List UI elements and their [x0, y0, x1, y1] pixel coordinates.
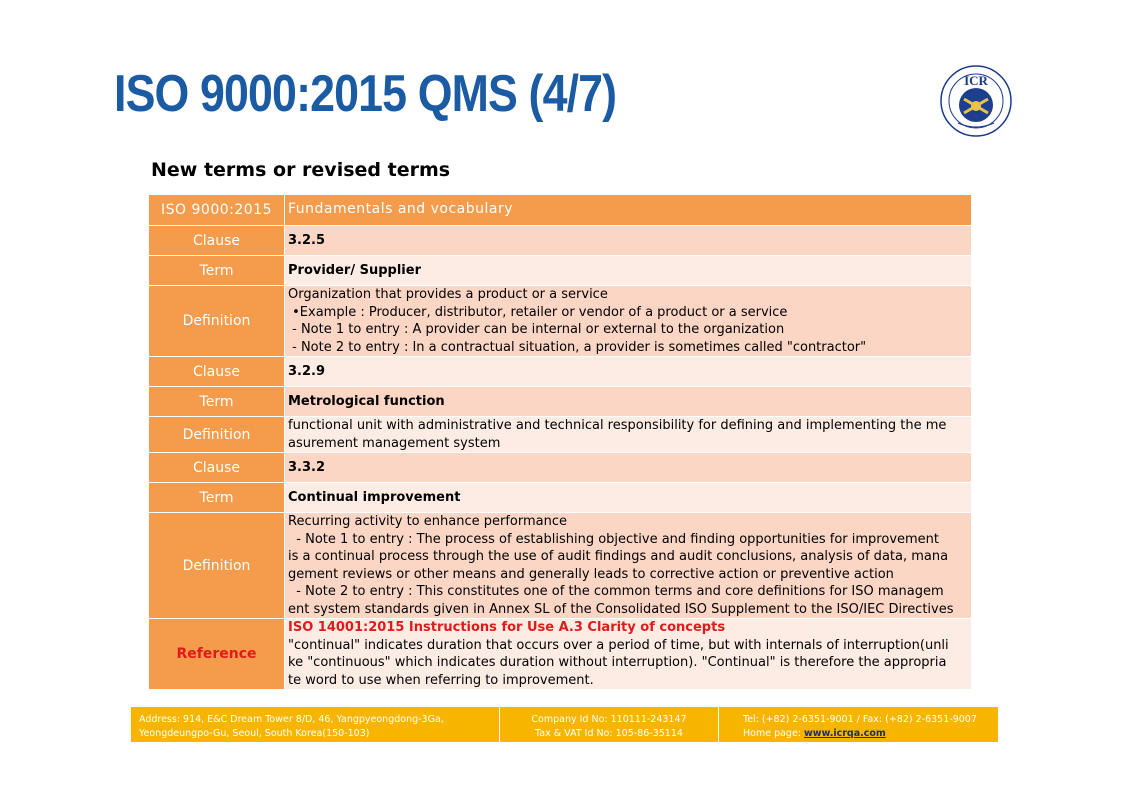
- term-label: Term: [149, 256, 285, 286]
- definition-line: functional unit with administrative and technical responsibility for defining and implementing the me: [288, 418, 947, 433]
- logo-text: ICR: [964, 73, 988, 88]
- homepage: [743, 727, 990, 741]
- tel-fax: Tel: (+82) 2-6351-9001 / Fax: (+82) 2-6351-9007: [743, 714, 977, 725]
- clause-value: 3.3.2: [285, 453, 972, 483]
- reference-heading: ISO 14001:2015 Instructions for Use A.3 Clarity of concepts: [288, 620, 726, 635]
- section-subtitle: New terms or revised terms: [151, 159, 451, 181]
- footer-contact: [719, 707, 998, 742]
- table-row: [149, 256, 972, 286]
- footer-bar: [131, 707, 998, 742]
- homepage-label: Home page:: [743, 728, 805, 739]
- header-label: ISO 9000:2015: [149, 195, 285, 226]
- header-value: Fundamentals and vocabulary: [285, 195, 972, 226]
- definition-line: gement reviews or other means and generally leads to corrective action or preventive action: [288, 566, 894, 582]
- definition-label: Definition: [149, 513, 285, 619]
- definition-line: asurement management system: [288, 435, 501, 451]
- table-row: [149, 417, 972, 453]
- page-title: ISO 9000:2015 QMS (4/7): [114, 65, 617, 123]
- table-row: [149, 513, 972, 619]
- reference-line: te word to use when referring to improvement.: [288, 672, 594, 688]
- definition-line: •Example : Producer, distributor, retailer or vendor of a product or a service: [288, 304, 788, 320]
- reference-label: Reference: [149, 619, 285, 690]
- address-line: Address: 914, E&C Dream Tower 8/D, 46, Yangpyeongdong-3Ga,: [139, 714, 444, 725]
- reference-line: "continual" indicates duration that occurs over a period of time, but with internals of interruption(unli: [288, 637, 949, 653]
- reference-value: [285, 619, 972, 690]
- clause-value: 3.2.9: [285, 357, 972, 387]
- homepage-link[interactable]: www.icrqa.com: [804, 728, 886, 739]
- clause-label: Clause: [149, 453, 285, 483]
- definition-value: [285, 513, 972, 619]
- clause-label: Clause: [149, 226, 285, 256]
- definition-line: - Note 1 to entry : A provider can be internal or external to the organization: [288, 322, 785, 337]
- definition-line: - Note 1 to entry : The process of establishing objective and finding opportunities for improvement: [288, 531, 940, 547]
- icr-seal-logo-icon: [940, 65, 1012, 137]
- definition-line: - Note 2 to entry : In a contractual situation, a provider is sometimes called "contractor": [288, 339, 867, 355]
- clause-label: Clause: [149, 357, 285, 387]
- term-value: Provider/ Supplier: [285, 256, 972, 286]
- clause-value: 3.2.5: [285, 226, 972, 256]
- tax-id: Tax & VAT Id No: 105-86-35114: [535, 728, 683, 739]
- table-row: [149, 357, 972, 387]
- definition-line: Recurring activity to enhance performance: [288, 514, 567, 529]
- definition-label: Definition: [149, 417, 285, 453]
- definition-value: [285, 417, 972, 453]
- table-row: [149, 286, 972, 357]
- definition-line: - Note 2 to entry : This constitutes one of the common terms and core definitions for ISO managem: [288, 584, 944, 599]
- definition-line: ent system standards given in Annex SL of the Consolidated ISO Supplement to the ISO/IEC Directives: [288, 601, 954, 617]
- term-label: Term: [149, 483, 285, 513]
- footer-address: [131, 707, 500, 742]
- reference-line: ke "continuous" which indicates duration without interruption). "Continual" is therefore the appropria: [288, 655, 947, 670]
- table-header-row: [149, 195, 972, 226]
- table-row: [149, 226, 972, 256]
- definition-label: Definition: [149, 286, 285, 357]
- table-row: [149, 453, 972, 483]
- term-value: Metrological function: [285, 387, 972, 417]
- footer-company-ids: [500, 707, 719, 742]
- table-row: [149, 387, 972, 417]
- definition-value: [285, 286, 972, 357]
- term-value: Continual improvement: [285, 483, 972, 513]
- table-row: [149, 483, 972, 513]
- term-label: Term: [149, 387, 285, 417]
- definition-line: Organization that provides a product or a service: [288, 287, 608, 302]
- table-row: [149, 619, 972, 690]
- company-id: Company Id No: 110111-243147: [531, 714, 687, 725]
- terms-table: [148, 194, 972, 690]
- definition-line: is a continual process through the use of audit findings and audit conclusions, analysis of data, mana: [288, 549, 949, 564]
- address-line: Yeongdeungpo-Gu, Seoul, South Korea(150-103): [139, 728, 370, 739]
